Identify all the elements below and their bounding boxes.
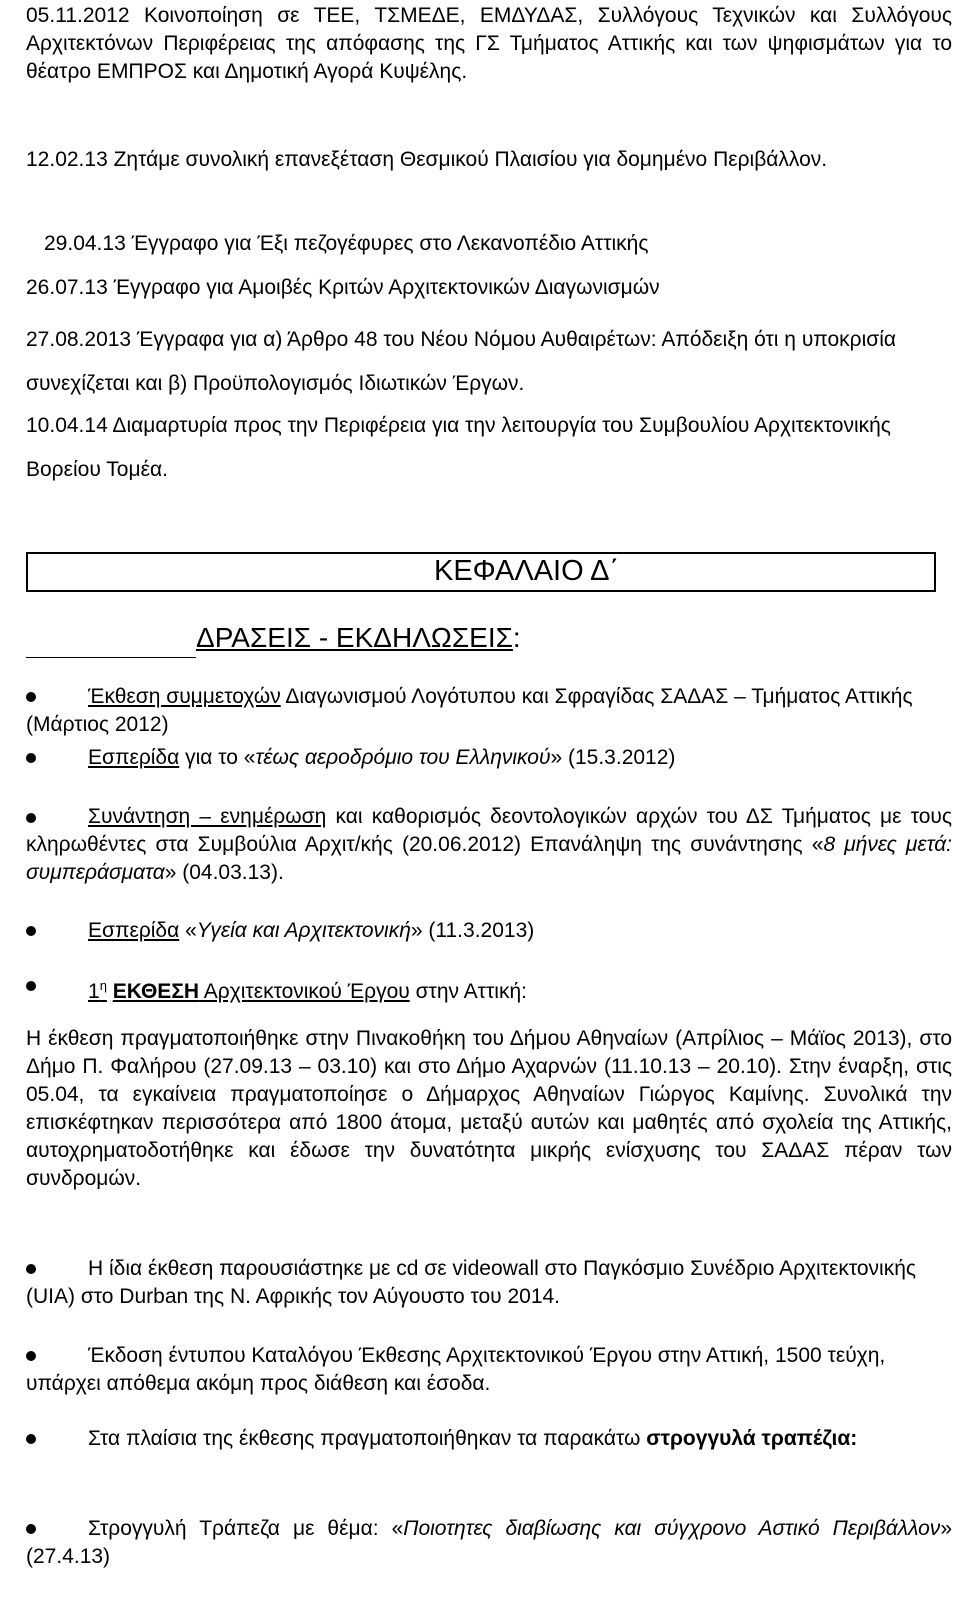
- entry-2013-08-27: 27.08.2013 Έγγραφα για α) Άρθρο 48 του Νέου Νόμου Αυθαιρέτων: Απόδειξη ότι η υποκρισία συνεχίζεται και β) Προϋπολογισμός Ιδιωτικών Έργων.: [26, 328, 897, 395]
- chapter-title: ΚΕΦΑΛΑΙΟ Δ΄: [434, 555, 620, 587]
- item-lead: Αρχιτεκτονικού Έργου: [199, 980, 410, 1003]
- bullet-dot: [26, 753, 36, 763]
- item-ordinal: [88, 980, 107, 1003]
- bullet-dot: [26, 926, 36, 936]
- item-bold: στρογγυλά τραπέζια:: [646, 1427, 858, 1450]
- exhibition-paragraph: Η έκθεση πραγματοποιήθηκε στην Πινακοθήκη του Δήμου Αθηναίων (Απρίλιος – Μάϊος 2013), στο Δήμο Π. Φαλήρου (27.09.13 – 03.10) και στο Δήμο Αχαρνών (11.10.13 – 20.10). Στην έναρξη, στις 05.04, τα εγκαίνεια πραγματοποίησε ο Δήμαρχος Αθηναίων Γιώργος Καμίνης. Συνολικά την επισκέφτηκαν περισσότερα από 1800 άτομα, μεταξύ αυτών και μαθητές από σχολεία της Αττικής, αυτοχρηματοδοτήθηκε και έδωσε την δυνατότητα μικρής ενίσχυσης του ΣΑΔΑΣ πέραν των συνδρομών.: [26, 1027, 952, 1190]
- list-item-videowall: Η ίδια έκθεση παρουσιάστηκε με cd σε videowall στο Παγκόσμιο Συνέδριο Αρχιτεκτονικής (UIA) στο Durban της Ν. Αφρικής τον Αύγουστο του 2014.: [26, 1257, 917, 1308]
- entry-2012-11-05: 05.11.2012 Κοινοποίηση σε ΤΕΕ, ΤΣΜΕΔΕ, ΕΜΔΥΔΑΣ, Συλλόγους Τεχνικών και Συλλόγους Αρχιτεκτόνων Περιφέρειας της απόφασης της ΓΣ Τμήματος Αττικής και των ψηφισμάτων για το θέατρο ΕΜΠΡΟΣ και Δημοτική Αγορά Κυψέλης.: [26, 4, 952, 83]
- list-item-first-exhibition: [88, 972, 527, 1006]
- section-rule: [26, 657, 196, 658]
- item-text: Στα πλαίσια της έκθεσης πραγματοποιήθηκαν τα παρακάτω: [88, 1427, 647, 1450]
- section-title-colon: :: [512, 622, 521, 653]
- entry-2013-02-12: 12.02.13 Ζητάμε συνολική επανεξέταση Θεσμικού Πλαισίου για δομημένο Περιβάλλον.: [26, 148, 828, 171]
- item-text: για το «: [179, 746, 256, 769]
- item-text: Διαγωνισμού Λογότυπου και Σφραγίδας ΣΑΔΑΣ – Τμήματος Αττικής (Μάρτιος 2012): [26, 685, 913, 736]
- item-bold: ΕΚΘΕΣΗ: [112, 980, 200, 1003]
- ordinal-suffix: η: [99, 978, 107, 993]
- item-text: και καθορισμός δεοντολογικών αρχών του ΔΣ Τμήματος με τους κληρωθέντες στα Συμβούλια Αρχιτ/κής (20.06.2012) Επανάληψη της συνάντησης «: [26, 805, 952, 856]
- bullet-dot: [26, 981, 36, 991]
- item-lead: Έκθεση συμμετοχών: [88, 685, 281, 708]
- list-item-evening-health: [88, 917, 534, 945]
- list-item-round-table-1: [26, 1515, 952, 1571]
- item-text: » (04.03.13).: [164, 861, 284, 884]
- item-text: Στρογγυλή Τράπεζα με θέμα: «: [88, 1517, 404, 1540]
- list-item-entries-exhibition: [26, 683, 952, 739]
- item-italic: Ποιοτητες διαβίωσης και σύγχρονο Αστικό Περιβάλλον: [403, 1517, 941, 1540]
- item-text: » (11.3.2013): [410, 919, 535, 942]
- item-text: «: [179, 919, 197, 942]
- ordinal-number: 1: [88, 980, 100, 1003]
- item-lead: Εσπερίδα: [88, 919, 180, 942]
- item-italic: τέως αεροδρόμιο του Ελληνικού: [255, 746, 551, 769]
- list-item-meeting: [26, 803, 952, 887]
- item-lead: Συνάντηση – ενημέρωση: [88, 805, 327, 828]
- item-italic: Υγεία και Αρχιτεκτονική: [196, 919, 411, 942]
- item-text: στην Αττική:: [409, 980, 527, 1003]
- entry-2014-04-10: 10.04.14 Διαμαρτυρία προς την Περιφέρεια για την λειτουργία του Συμβουλίου Αρχιτεκτονικής Βορείου Τομέα.: [26, 414, 891, 481]
- list-item-round-tables: [26, 1425, 952, 1453]
- entry-2013-04-29: 29.04.13 Έγγραφο για Έξι πεζογέφυρες στο Λεκανοπέδιο Αττικής: [44, 232, 649, 255]
- list-item-catalogue: Έκδοση έντυπου Καταλόγου Έκθεσης Αρχιτεκτονικού Έργου στην Αττική, 1500 τεύχη, υπάρχει απόθεμα ακόμη προς διάθεση και έσοδα.: [26, 1344, 886, 1395]
- section-title-text: ΔΡΑΣΕΙΣ - ΕΚΔΗΛΩΣΕΙΣ: [196, 622, 513, 653]
- item-text: » (15.3.2012): [550, 746, 676, 769]
- item-text: » (27.4.13): [26, 1517, 952, 1568]
- item-lead: Εσπερίδα: [88, 746, 180, 769]
- item-italic: 8 μήνες μετά: συμπεράσματα: [26, 833, 953, 884]
- entry-2013-07-26: 26.07.13 Έγγραφο για Αμοιβές Κριτών Αρχιτεκτονικών Διαγωνισμών: [26, 276, 660, 299]
- section-title: [196, 620, 521, 656]
- list-item-evening-airport: [88, 744, 675, 772]
